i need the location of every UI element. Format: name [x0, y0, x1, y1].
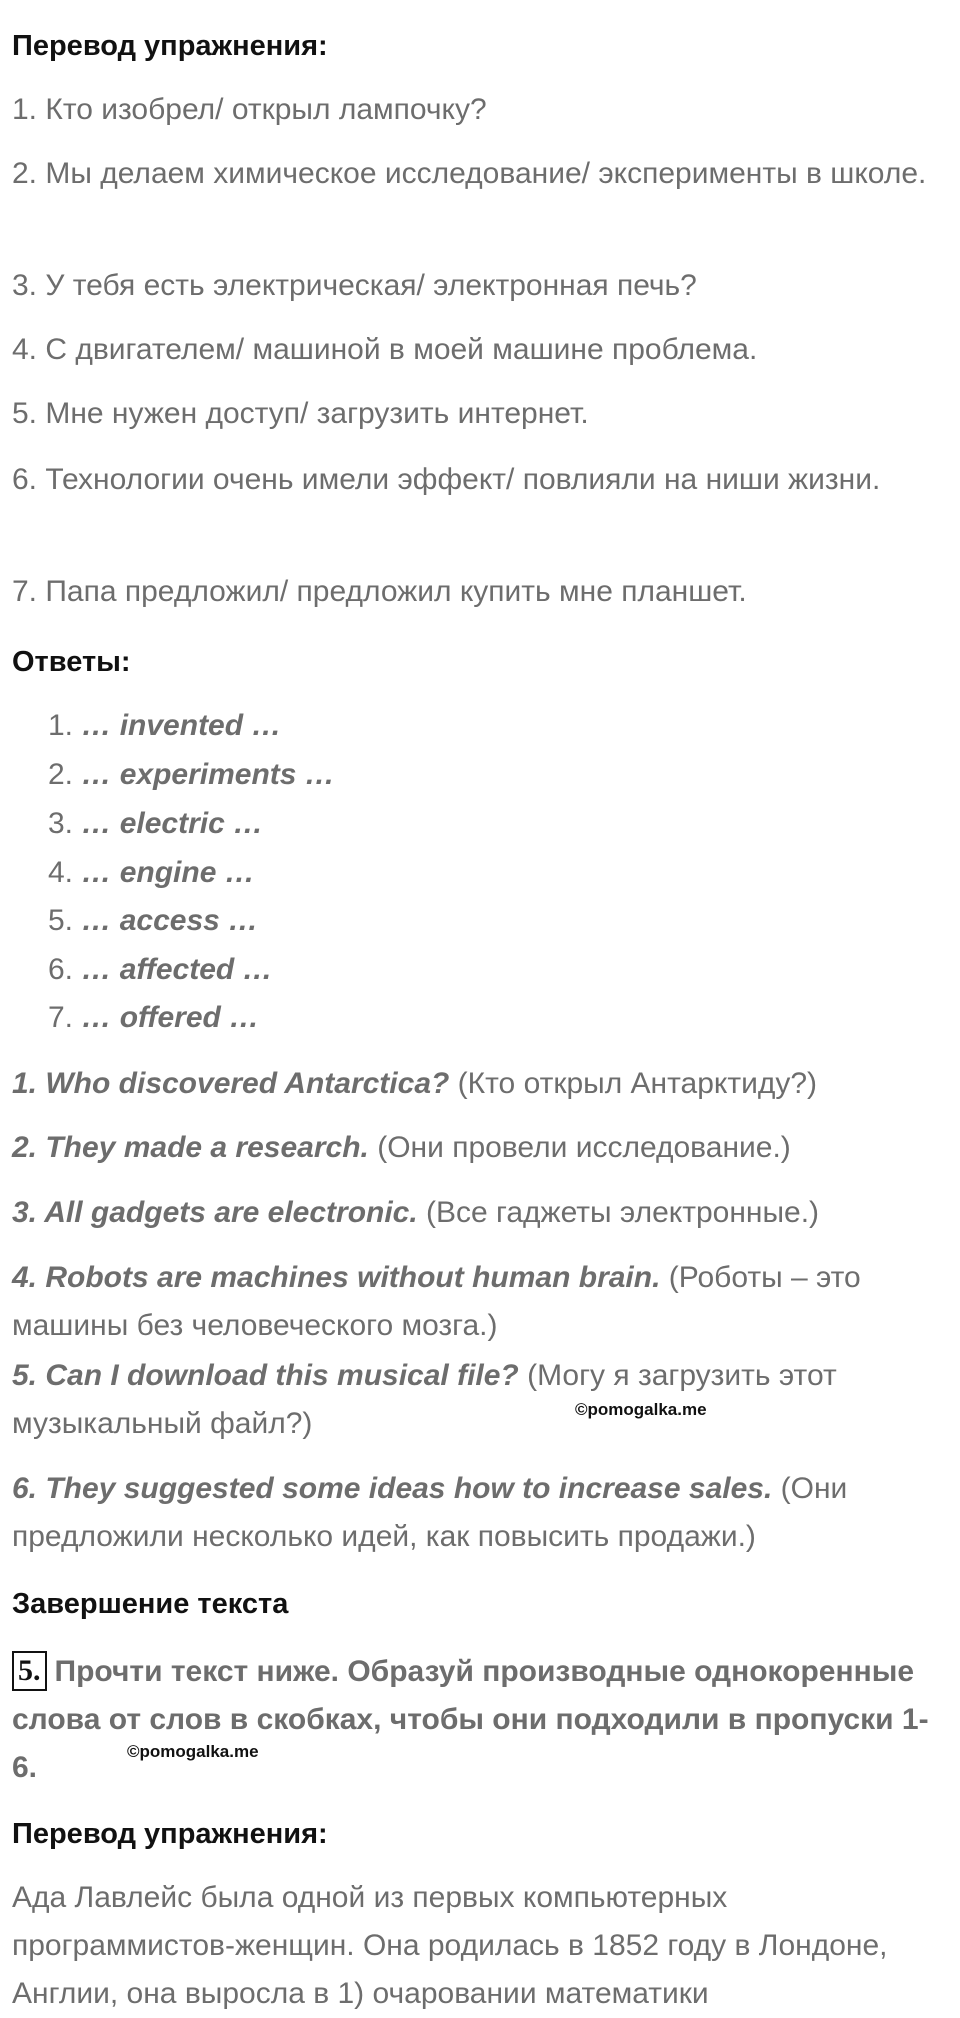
- section-heading-translation: Перевод упражнения:: [12, 30, 328, 62]
- sentence-russian: (Они провели исследование.): [368, 1131, 791, 1164]
- task-instruction: Прочти текст ниже. Образуй производные однокоренные слова от слов в скобках, чтобы они подходили в пропуски 1-6.: [12, 1655, 929, 1784]
- answer-item-2: [48, 751, 335, 799]
- watermark-label-2: ©pomogalka.me: [127, 1742, 259, 1761]
- translation-line-2: 2. Мы делаем химическое исследование/ эксперименты в школе.: [12, 157, 927, 190]
- translation-line-1: 1. Кто изобрел/ открыл лампочку?: [12, 93, 487, 126]
- answer-number: 3.: [48, 807, 74, 840]
- answer-text: … electric …: [81, 807, 264, 840]
- answer-number: 1.: [48, 709, 74, 742]
- watermark-label: ©pomogalka.me: [575, 1400, 707, 1419]
- answer-number: 4.: [48, 856, 74, 889]
- answer-text: … invented …: [81, 709, 282, 742]
- answer-text: … experiments …: [81, 758, 335, 791]
- sentence-5: [12, 1352, 942, 1448]
- sentence-russian: (Роботы – это машины без человеческого мозга.): [12, 1261, 861, 1342]
- sentence-english: 4. Robots are machines without human brain.: [12, 1261, 661, 1294]
- translation-line-7: 7. Папа предложил/ предложил купить мне планшет.: [12, 575, 747, 608]
- translation-line-5: 5. Мне нужен доступ/ загрузить интернет.: [12, 397, 589, 430]
- task-number-box: 5.: [12, 1651, 47, 1691]
- answer-item-7: [48, 994, 259, 1042]
- task-5: [12, 1648, 942, 1792]
- answer-item-5: [48, 897, 258, 945]
- section-heading-text-completion: Завершение текста: [12, 1588, 289, 1620]
- sentence-english: 1. Who discovered Antarctica?: [12, 1067, 450, 1100]
- translation-line-6: 6. Технологии очень имели эффект/ повлияли на ниши жизни.: [12, 463, 881, 496]
- answer-item-4: [48, 849, 255, 897]
- answer-item-6: [48, 946, 273, 994]
- answer-text: … access …: [81, 904, 259, 937]
- sentence-6: [12, 1465, 942, 1561]
- final-translation-text: Ада Лавлейс была одной из первых компьютерных программистов-женщин. Она родилась в 1852 году в Лондоне, Англии, она выросла в 1) очаровании математики: [12, 1881, 888, 2010]
- answer-text: … engine …: [81, 856, 255, 889]
- answer-number: 5.: [48, 904, 74, 937]
- answer-item-1: [48, 702, 281, 750]
- answer-number: 7.: [48, 1001, 74, 1034]
- section-heading-translation-2: Перевод упражнения:: [12, 1818, 328, 1850]
- sentence-english: 6. They suggested some ideas how to increase sales.: [12, 1472, 773, 1505]
- answer-item-3: [48, 800, 263, 848]
- sentence-2: [12, 1124, 942, 1172]
- sentence-4: [12, 1254, 942, 1350]
- sentence-english: 3. All gadgets are electronic.: [12, 1196, 418, 1229]
- answer-text: … affected …: [81, 953, 273, 986]
- answer-text: … offered …: [81, 1001, 260, 1034]
- sentence-russian: (Могу я загрузить этот музыкальный файл?): [12, 1359, 837, 1440]
- sentence-english: 2. They made a research.: [12, 1131, 369, 1164]
- translation-line-4: 4. С двигателем/ машиной в моей машине проблема.: [12, 333, 758, 366]
- translation-line-3: 3. У тебя есть электрическая/ электронная печь?: [12, 269, 697, 302]
- sentence-russian: (Они предложили несколько идей, как повысить продажи.): [12, 1472, 848, 1553]
- sentence-1: [12, 1060, 942, 1108]
- section-heading-answers: Ответы:: [12, 646, 131, 678]
- sentence-english: 5. Can I download this musical file?: [12, 1359, 519, 1392]
- sentence-russian: (Все гаджеты электронные.): [417, 1196, 820, 1229]
- answer-number: 2.: [48, 758, 74, 791]
- sentence-russian: (Кто открыл Антарктиду?): [449, 1067, 818, 1100]
- sentence-3: [12, 1189, 942, 1237]
- answer-number: 6.: [48, 953, 74, 986]
